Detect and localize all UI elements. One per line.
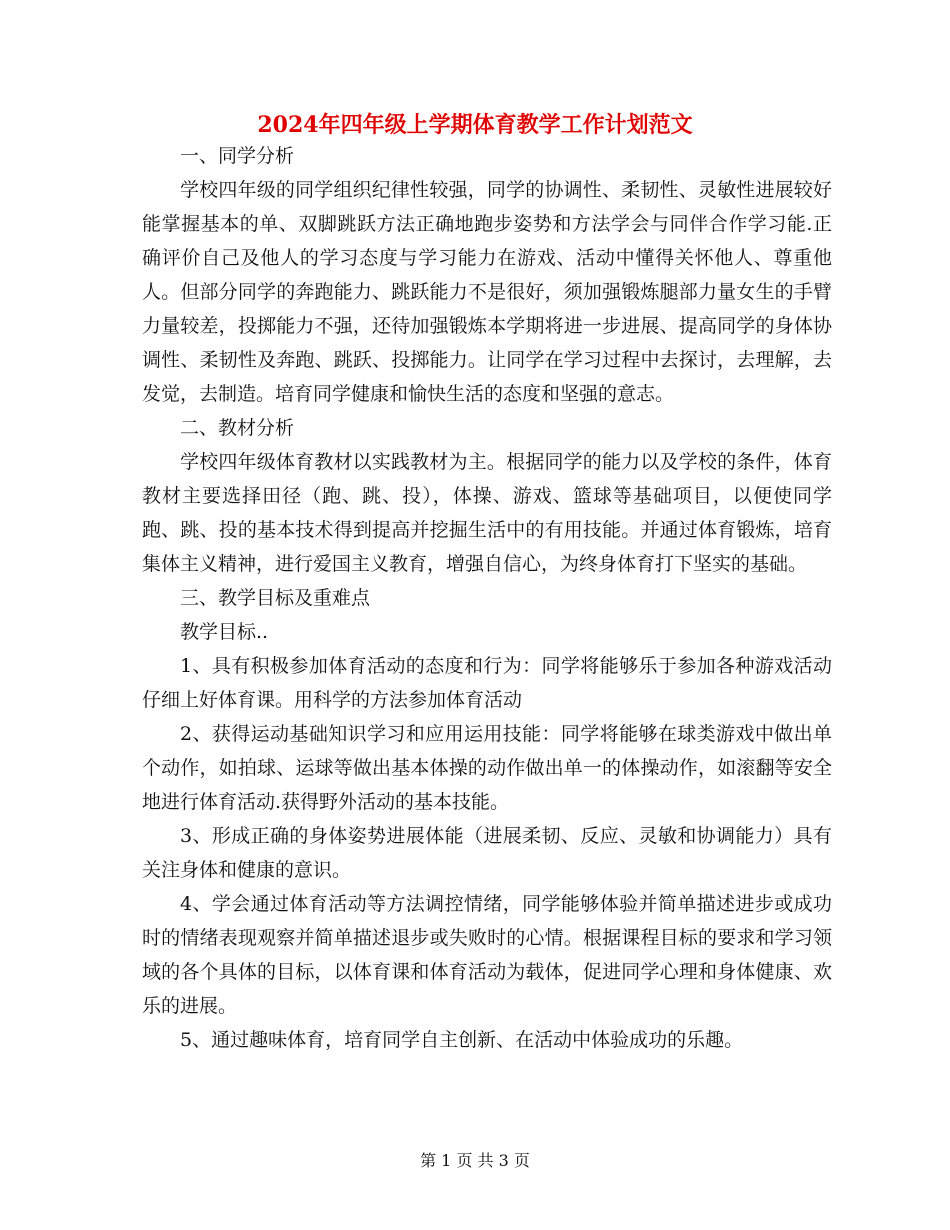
subheading: 教学目标.. <box>180 621 269 643</box>
goal-item: 3、形成正确的身体姿势进展体能（进展柔韧、反应、灵敏和协调能力）具有关注身体和健康的意识。 <box>142 825 832 881</box>
paragraph: 学校四年级体育教材以实践教材为主。根据同学的能力以及学校的条件，体育教材主要选择田径（跑、跳、投），体操、游戏、篮球等基础项目，以便使同学跑、跳、投的基本技术得到提高并挖掘生活中的有用技能。并通过体育锻炼，培育集体主义精神，进行爱国主义教育，增强自信心，为终身体育打下坚实的基础。 <box>142 451 832 575</box>
goal-item: 4、学会通过体育活动等方法调控情绪，同学能够体验并简单描述进步或成功时的情绪表现观察并简单描述退步或失败时的心情。根据课程目标的要求和学习领域的各个具体的目标，以体育课和体育活动为载体，促进同学心理和身体健康、欢乐的进展。 <box>142 893 832 1017</box>
section-textbook-analysis <box>142 411 832 581</box>
document-title: 2024年四年级上学期体育教学工作计划范文 <box>257 112 693 138</box>
goal-item: 1、具有积极参加体育活动的态度和行为：同学将能够乐于参加各种游戏活动仔细上好体育课。用科学的方法参加体育活动 <box>142 655 832 711</box>
document-body <box>142 139 832 1057</box>
page-footer: 第 1 页 共 3 页 <box>420 1151 530 1170</box>
section-student-analysis <box>142 139 832 411</box>
paragraph: 学校四年级的同学组织纪律性较强，同学的协调性、柔韧性、灵敏性进展较好能掌握基本的单、双脚跳跃方法正确地跑步姿势和方法学会与同伴合作学习能.正确评价自己及他人的学习态度与学习能力在游戏、活动中懂得关怀他人、尊重他人。但部分同学的奔跑能力、跳跃能力不是很好，须加强锻炼腿部力量女生的手臂力量较差，投掷能力不强，还待加强锻炼本学期将进一步进展、提高同学的身体协调性、柔韧性及奔跑、跳跃、投掷能力。让同学在学习过程中去探讨，去理解，去发觉，去制造。培育同学健康和愉快生活的态度和坚强的意志。 <box>142 179 832 405</box>
section-heading: 二、教材分析 <box>180 417 295 439</box>
section-teaching-goals <box>142 581 832 1057</box>
section-heading: 三、教学目标及重难点 <box>180 587 371 609</box>
section-heading: 一、同学分析 <box>180 145 295 167</box>
goal-item: 2、获得运动基础知识学习和应用运用技能：同学将能够在球类游戏中做出单个动作，如拍球、运球等做出基本体操的动作做出单一的体操动作，如滚翻等安全地进行体育活动.获得野外活动的基本技能。 <box>142 723 832 813</box>
goal-item: 5、通过趣味体育，培育同学自主创新、在活动中体验成功的乐趣。 <box>180 1029 744 1051</box>
